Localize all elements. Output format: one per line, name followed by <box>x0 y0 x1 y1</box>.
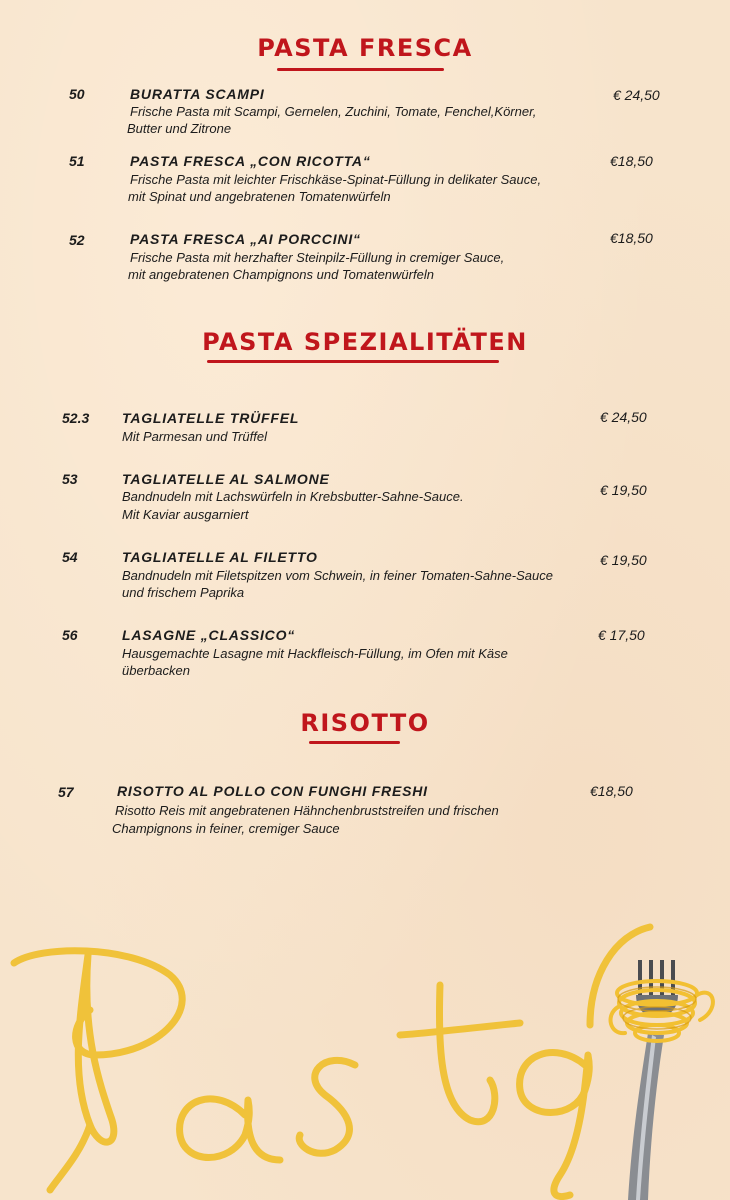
item-number: 52 <box>69 232 85 248</box>
item-price: € 17,50 <box>598 627 645 643</box>
item-price: €18,50 <box>610 153 653 169</box>
item-name: BURATTA SCAMPI <box>130 86 265 102</box>
item-number: 50 <box>69 86 85 102</box>
section-title-risotto: RISOTTO <box>300 709 430 737</box>
item-description: Frische Pasta mit herzhafter Steinpilz-Füllung in cremiger Sauce, <box>130 250 505 265</box>
section-title-pasta-fresca: PASTA FRESCA <box>257 34 473 62</box>
section-underline <box>309 741 400 744</box>
item-name: PASTA FRESCA „AI PORCCINI“ <box>130 231 361 247</box>
item-description: Champignons in feiner, cremiger Sauce <box>112 821 340 836</box>
item-description: Hausgemachte Lasagne mit Hackfleisch-Füllung, im Ofen mit Käse <box>122 646 508 661</box>
item-description: Bandnudeln mit Lachswürfeln in Krebsbutter-Sahne-Sauce. <box>122 489 464 504</box>
item-name: TAGLIATELLE AL SALMONE <box>122 471 330 487</box>
item-price: €18,50 <box>610 230 653 246</box>
item-price: €18,50 <box>590 783 633 799</box>
item-name: RISOTTO AL POLLO CON FUNGHI FRESHI <box>117 783 428 799</box>
section-underline <box>207 360 499 363</box>
item-name: TAGLIATELLE TRÜFFEL <box>122 410 300 426</box>
item-name: TAGLIATELLE AL FILETTO <box>122 549 318 565</box>
item-description: Risotto Reis mit angebratenen Hähnchenbruststreifen und frischen <box>115 803 499 818</box>
item-name: LASAGNE „CLASSICO“ <box>122 627 296 643</box>
item-description: und frischem Paprika <box>122 585 245 600</box>
item-description: Butter und Zitrone <box>127 121 232 136</box>
item-description: mit angebratenen Champignons und Tomatenwürfeln <box>128 267 434 282</box>
fork-with-spaghetti-icon <box>611 960 713 1200</box>
item-description: mit Spinat und angebratenen Tomatenwürfeln <box>128 189 391 204</box>
item-description: Bandnudeln mit Filetspitzen vom Schwein, in feiner Tomaten-Sahne-Sauce <box>122 568 553 583</box>
item-description: Frische Pasta mit leichter Frischkäse-Spinat-Füllung in delikater Sauce, <box>130 172 542 187</box>
item-name: PASTA FRESCA „CON RICOTTA“ <box>130 153 371 169</box>
item-description: überbacken <box>122 663 190 678</box>
item-price: € 24,50 <box>613 87 660 103</box>
section-underline <box>277 68 444 71</box>
item-number: 52.3 <box>62 410 90 426</box>
item-price: € 19,50 <box>600 552 647 568</box>
pasta-lettering-icon <box>14 927 650 1197</box>
item-description: Mit Kaviar ausgarniert <box>122 507 249 522</box>
item-price: € 24,50 <box>600 409 647 425</box>
item-description: Mit Parmesan und Trüffel <box>122 429 267 444</box>
pasta-artwork <box>0 915 730 1200</box>
item-number: 54 <box>62 549 78 565</box>
item-number: 57 <box>58 784 74 800</box>
item-number: 53 <box>62 471 78 487</box>
item-number: 56 <box>62 627 78 643</box>
section-title-pasta-spezialitaeten: PASTA SPEZIALITÄTEN <box>202 328 528 356</box>
item-description: Frische Pasta mit Scampi, Gernelen, Zuchini, Tomate, Fenchel,Körner, <box>130 104 537 119</box>
item-number: 51 <box>69 153 85 169</box>
item-price: € 19,50 <box>600 482 647 498</box>
